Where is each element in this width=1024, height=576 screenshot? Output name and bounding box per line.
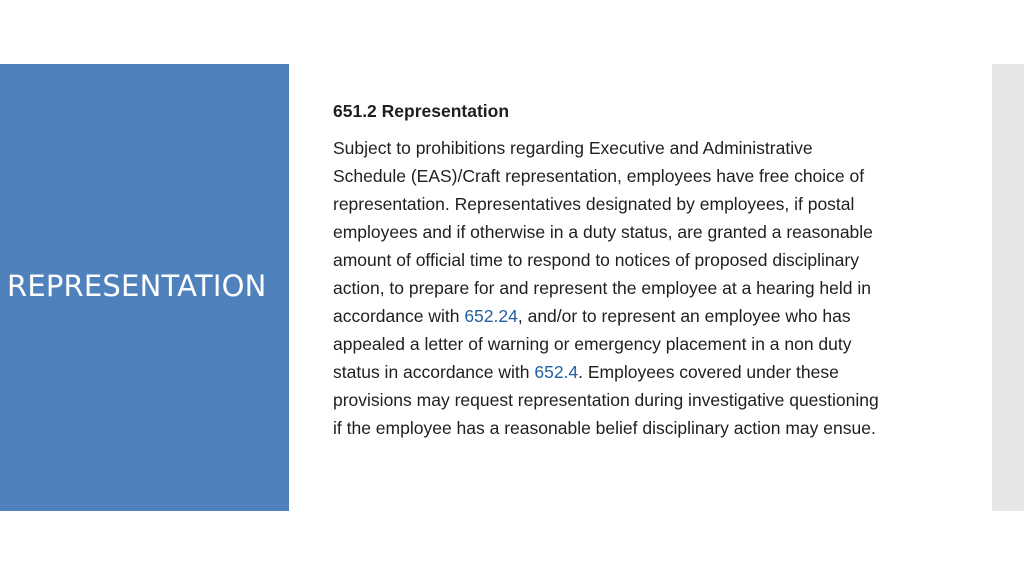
body-line: action, to prepare for and represent the employee at a hearing held in: [333, 278, 871, 298]
body-line: [333, 306, 851, 326]
body-text: accordance with: [333, 306, 465, 326]
body-line: Schedule (EAS)/Craft representation, employees have free choice of: [333, 166, 865, 186]
body-line: if the employee has a reasonable belief disciplinary action may ensue.: [333, 418, 876, 438]
body-line: amount of official time to respond to notices of proposed disciplinary: [333, 250, 859, 270]
body-text: status in accordance with: [333, 362, 535, 382]
body-line: [333, 362, 839, 382]
body-paragraph: [333, 134, 983, 442]
body-text: , and/or to represent an employee who has: [517, 306, 851, 326]
content-area: [333, 98, 983, 442]
body-text: . Employees covered under these: [578, 362, 839, 382]
link-652-24[interactable]: 652.24: [464, 306, 518, 326]
section-heading: 651.2 Representation: [333, 101, 510, 121]
body-line: provisions may request representation during investigative questioning: [333, 390, 879, 410]
link-652-4[interactable]: 652.4: [534, 362, 579, 382]
section-title: REPRESENTATION: [7, 269, 267, 303]
side-strip: [992, 64, 1024, 511]
body-line: appealed a letter of warning or emergency placement in a non duty: [333, 334, 852, 354]
body-line: employees and if otherwise in a duty status, are granted a reasonable: [333, 222, 873, 242]
body-line: representation. Representatives designated by employees, if postal: [333, 194, 855, 214]
body-line: Subject to prohibitions regarding Executive and Administrative: [333, 138, 813, 158]
